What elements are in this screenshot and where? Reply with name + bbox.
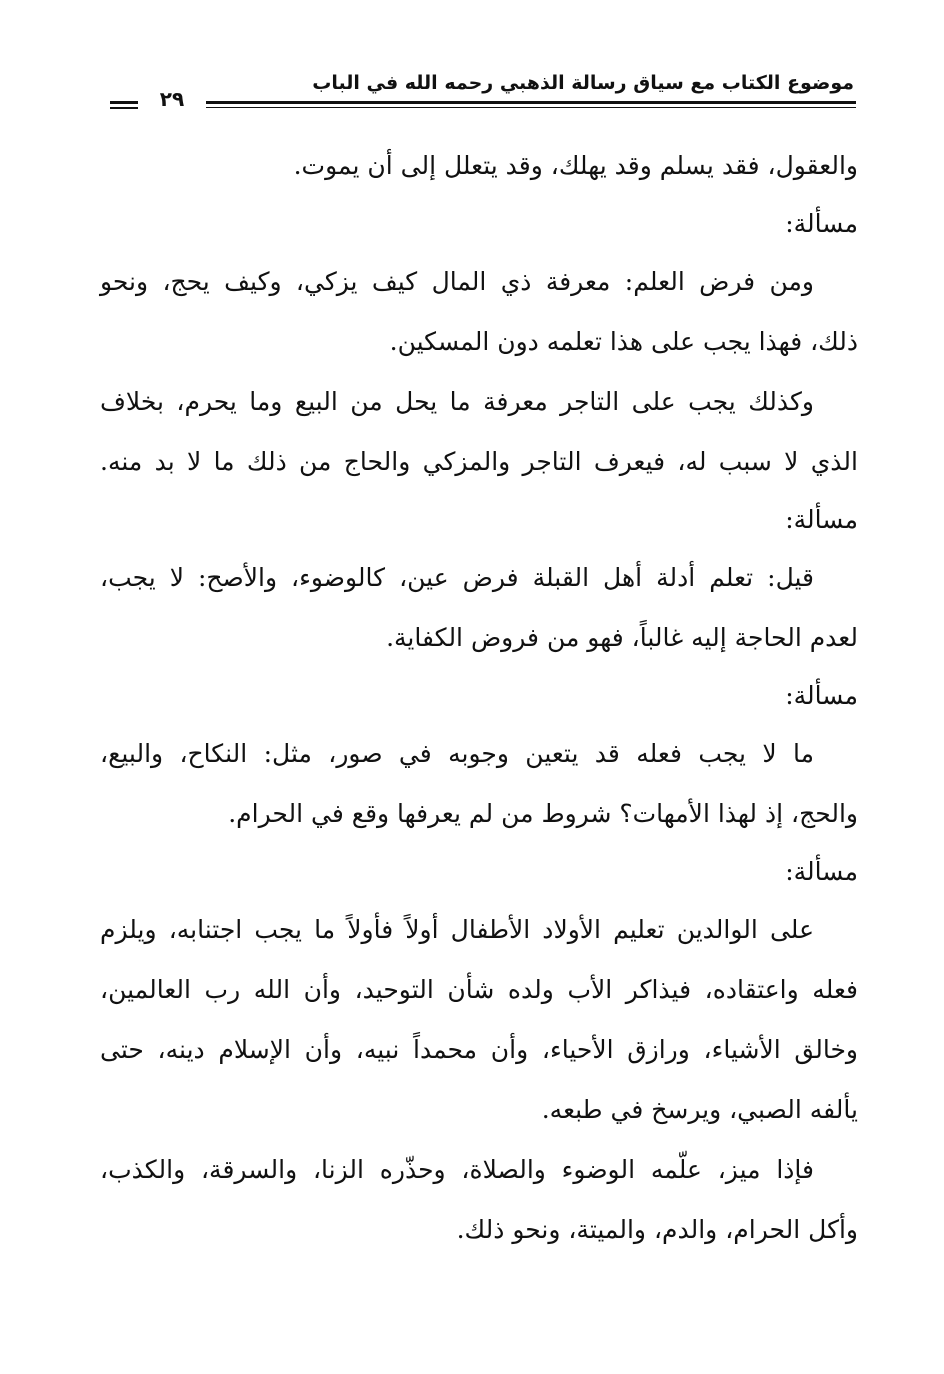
paragraph-line: على الوالدين تعليم الأولاد الأطفال أولاً فأولاً ما يجب اجتنابه، ويلزم [100,915,814,944]
section-heading: مسألة: [785,209,858,238]
paragraph-line: والحج، إذ لهذا الأمهات؟ شروط من لم يعرفها وقع في الحرام. [228,799,858,828]
paragraph-line: لعدم الحاجة إليه غالباً، فهو من فروض الكفاية. [386,623,858,652]
paragraph-line: الذي لا سبب له، فيعرف التاجر والمزكي والحاج من ذلك ما لا بد منه. [100,447,858,476]
paragraph-line: فإذا ميز، علّمه الوضوء والصلاة، وحذّره الزنا، والسرقة، والكذب، [100,1155,814,1184]
header-rule-thick [206,101,856,104]
page-number: ٢٩ [159,87,185,111]
paragraph-line: والعقول، فقد يسلم وقد يهلك، وقد يتعلل إلى أن يموت. [293,151,858,180]
paragraph-line: وكذلك يجب على التاجر معرفة ما يحل من البيع وما يحرم، بخلاف [100,387,814,416]
paragraph-line: يألفه الصبي، ويرسخ في طبعه. [541,1095,858,1124]
paragraph-line: ما لا يجب فعله قد يتعين وجوبه في صور، مثل: النكاح، والبيع، [100,739,814,768]
section-heading: مسألة: [785,505,858,534]
paragraph-line: قيل: تعلم أدلة أهل القبلة فرض عين، كالوضوء، والأصح: لا يجب، [100,563,814,592]
section-heading: مسألة: [785,681,858,710]
section-heading: مسألة: [785,857,858,886]
main-text [100,136,858,1260]
page-number-rule-thin [110,107,138,109]
paragraph-line: ومن فرض العلم: معرفة ذي المال كيف يزكي، وكيف يحج، ونحو [100,267,814,296]
header-rule-thin [206,107,856,108]
paragraph-line: ذلك، فهذا يجب على هذا تعلمه دون المسكين. [389,327,858,356]
paragraph-line: وخالق الأشياء، ورازق الأحياء، وأن محمداً نبيه، وأن الإسلام دينه، حتى [100,1035,858,1064]
page-number-rule-thick [110,101,138,104]
paragraph-line: وأكل الحرام، والدم، والميتة، ونحو ذلك. [456,1215,858,1244]
running-header-title: موضوع الكتاب مع سياق رسالة الذهبي رحمه الله في الباب [312,72,854,94]
paragraph-line: فعله واعتقاده، فيذاكر الأب ولده شأن التوحيد، وأن الله رب العالمين، [100,975,858,1004]
